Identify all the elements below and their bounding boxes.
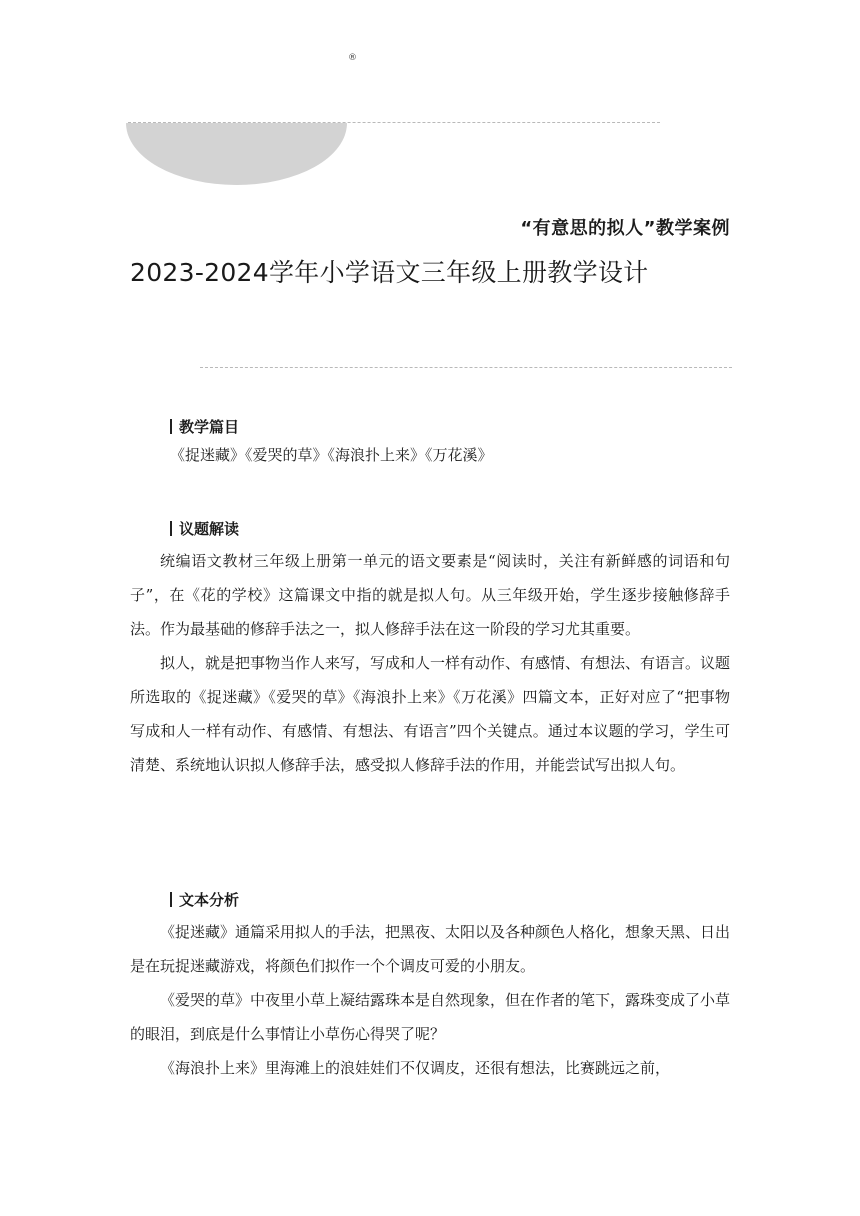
section-heading bbox=[170, 518, 730, 540]
heading-bar-icon bbox=[170, 521, 172, 536]
heading-bar-icon bbox=[170, 892, 172, 907]
paragraph: 《爱哭的草》中夜里小草上凝结露珠本是自然现象，但在作者的笔下，露珠变成了小草的眼泪，到底是什么事情让小草伤心得哭了呢？ bbox=[130, 991, 731, 1043]
section-heading-label: 议题解读 bbox=[179, 520, 240, 538]
heading-bar-icon bbox=[170, 419, 172, 434]
paragraph: 拟人，就是把事物当作人来写，写成和人一样有动作、有感情、有想法、有语言。议题所选取的《捉迷藏》《爱哭的草》《海浪扑上来》《万花溪》四篇文本，正好对应了“把事物写成和人一样有动作、有感情、有想法、有语言”四个关键点。通过本议题的学习，学生可清楚、系统地认识拟人修辞手法，感受拟人修辞手法的作用，并能尝试写出拟人句。 bbox=[130, 654, 731, 774]
paragraph: 《捉迷藏》通篇采用拟人的手法，把黑夜、太阳以及各种颜色人格化，想象天黑、日出是在玩捉迷藏游戏，将颜色们拟作一个个调皮可爱的小朋友。 bbox=[130, 923, 731, 975]
section-heading bbox=[170, 416, 730, 438]
section-topic-interpretation bbox=[130, 518, 730, 782]
decorative-half-circle bbox=[126, 123, 347, 185]
middle-dashed-divider bbox=[200, 367, 732, 368]
section-heading bbox=[170, 889, 730, 911]
section-heading-label: 文本分析 bbox=[179, 891, 240, 909]
paragraph: 统编语文教材三年级上册第一单元的语文要素是“阅读时，关注有新鲜感的词语和句子”，在《花的学校》这篇课文中指的就是拟人句。从三年级开始，学生逐步接触修辞手法。作为最基础的修辞手法之一，拟人修辞手法在这一阶段的学习尤其重要。 bbox=[130, 552, 730, 638]
section-teaching-texts bbox=[130, 416, 730, 472]
document-title: 2023-2024学年小学语文三年级上册教学设计 bbox=[130, 258, 649, 287]
document-subtitle: “有意思的拟人”教学案例 bbox=[520, 218, 730, 239]
paragraph: 《海浪扑上来》里海滩上的浪娃娃们不仅调皮，还很有想法，比赛跳远之前， bbox=[160, 1059, 671, 1077]
section-heading-label: 教学篇目 bbox=[179, 418, 240, 436]
registered-mark: ® bbox=[348, 53, 357, 63]
section-text-analysis bbox=[130, 889, 730, 1085]
teaching-texts-list: 《捉迷藏》《爱哭的草》《海浪扑上来》《万花溪》 bbox=[170, 446, 493, 464]
